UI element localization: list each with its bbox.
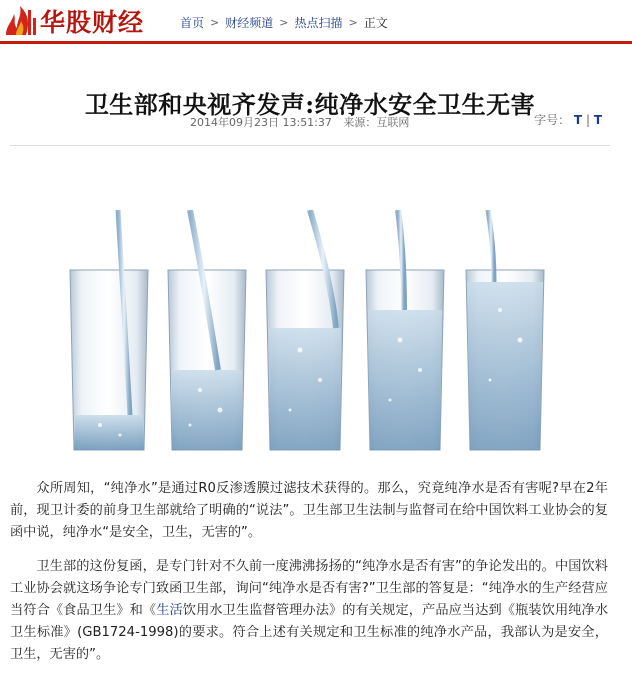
- site-header: [0, 0, 632, 44]
- font-small-button[interactable]: T: [593, 113, 602, 127]
- glass-2: [168, 210, 246, 450]
- logo-text: 华股财经: [40, 8, 145, 37]
- glass-3: [266, 210, 344, 450]
- keyword-link-life[interactable]: 生活: [156, 603, 183, 618]
- article-title: 卫生部和央视齐发声:纯净水安全卫生无害: [84, 90, 536, 120]
- site-logo[interactable]: [2, 4, 144, 38]
- meta-divider: [10, 145, 610, 146]
- article-meta: [190, 114, 417, 130]
- font-size-control: [534, 111, 602, 128]
- font-size-label: 字号：: [534, 113, 571, 127]
- breadcrumb: [180, 14, 388, 31]
- article-paragraph-1: 众所周知，“纯净水”是通过R0反渗透膜过滤技术获得的。那么，究竟纯净水是否有害呢?早在2年前，现卫计委的前身卫生部就给了明确的“说法”。卫生部卫生法制与监督司在给中国饮料工业协会的复函中说，纯净水“是安全，卫生，无害的”。: [10, 481, 608, 540]
- header-divider: [0, 41, 632, 44]
- breadcrumb-hot-link[interactable]: 热点扫描: [294, 16, 343, 30]
- breadcrumb-home-link[interactable]: 首页: [180, 16, 205, 30]
- paragraph-2-text: 卫生部的这份复函，是专门针对不久前一度沸沸扬扬的“纯净水是否有害”的争论发出的。中国饮料工业协会就这场争论专门致函卫生部，询问“纯净水是否有害?”卫生部的答复是：“纯净水的生产经营应当符合《食品卫生》和《: [10, 559, 608, 618]
- breadcrumb-separator: >: [279, 16, 289, 29]
- glass-5: [466, 210, 544, 450]
- breadcrumb-finance-link[interactable]: 财经频道: [225, 16, 274, 30]
- article-paragraph-2: [10, 556, 608, 666]
- breadcrumb-separator: >: [348, 16, 358, 29]
- article-image-water-glasses: [60, 210, 570, 465]
- article-body: [10, 478, 608, 678]
- font-large-button[interactable]: T: [573, 113, 583, 127]
- breadcrumb-current: 正文: [363, 16, 388, 30]
- glass-1: [70, 210, 148, 450]
- article-datetime: 2014年09月23日 13:51:37: [190, 116, 332, 129]
- glass-4: [366, 210, 444, 450]
- logo-flame-icon: [2, 4, 38, 38]
- article-source: 来源：互联网: [343, 116, 410, 129]
- paragraph-2-rest: 饮用水卫生监督管理办法》的有关规定，产品应当达到《瓶装饮用纯净水卫生标准》(GB1724-1998)的要求。符合上述有关规定和卫生标准的纯净水产品，我部认为是安全，卫生，无害的”。: [10, 603, 609, 662]
- font-size-separator: |: [585, 113, 590, 127]
- breadcrumb-separator: >: [210, 16, 220, 29]
